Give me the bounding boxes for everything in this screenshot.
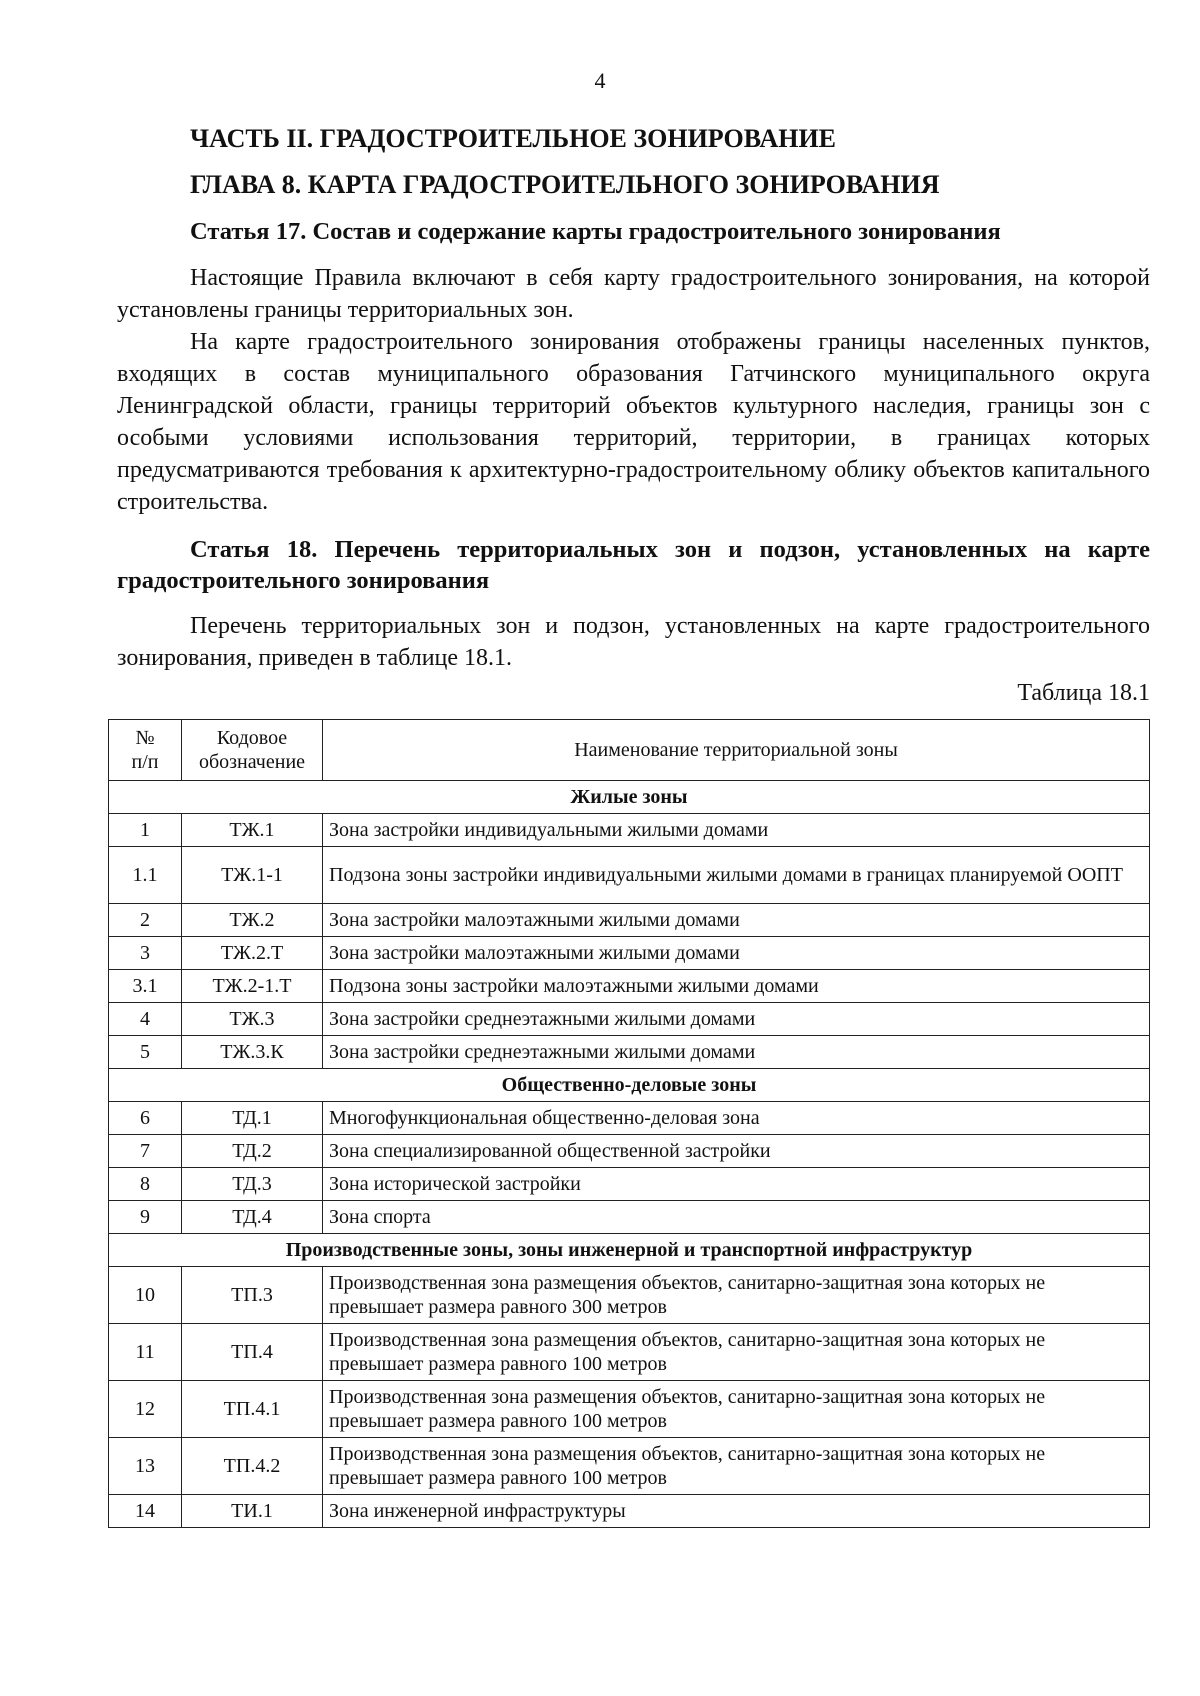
row-code: ТП.4.2: [182, 1438, 323, 1495]
row-code: ТЖ.2.Т: [182, 937, 323, 970]
row-number: 3.1: [109, 970, 182, 1003]
table-row: [109, 1381, 1150, 1438]
row-zone-name: Многофункциональная общественно-деловая зона: [323, 1102, 1150, 1135]
row-number: 3: [109, 937, 182, 970]
section-row-industrial: [109, 1234, 1150, 1267]
table-row: [109, 1324, 1150, 1381]
row-number: 6: [109, 1102, 182, 1135]
row-code: ТЖ.3: [182, 1003, 323, 1036]
row-zone-name: Зона застройки малоэтажными жилыми домами: [323, 937, 1150, 970]
table-row: [109, 1201, 1150, 1234]
row-code: ТИ.1: [182, 1495, 323, 1528]
row-zone-name: Подзона зоны застройки малоэтажными жилыми домами: [323, 970, 1150, 1003]
table-row: [109, 904, 1150, 937]
paragraph-rules-include-map: Настоящие Правила включают в себя карту градостроительного зонирования, на которой установлены границы территориальных зон.: [117, 265, 1150, 323]
header-number-line1: №: [135, 727, 155, 749]
chapter-heading: ГЛАВА 8. КАРТА ГРАДОСТРОИТЕЛЬНОГО ЗОНИРОВАНИЯ: [190, 170, 940, 199]
part-heading: ЧАСТЬ II. ГРАДОСТРОИТЕЛЬНОЕ ЗОНИРОВАНИЕ: [190, 124, 837, 153]
row-zone-name: Зона застройки среднеэтажными жилыми домами: [323, 1003, 1150, 1036]
table-row: [109, 1168, 1150, 1201]
header-number: [109, 720, 182, 781]
row-number: 11: [109, 1324, 182, 1381]
section-title: Общественно-деловые зоны: [109, 1069, 1150, 1102]
table-row: [109, 1003, 1150, 1036]
row-code: ТД.4: [182, 1201, 323, 1234]
table-row: [109, 1438, 1150, 1495]
section-row-public: [109, 1069, 1150, 1102]
section-row-residential: [109, 781, 1150, 814]
article-17-heading: Статья 17. Состав и содержание карты градостроительного зонирования: [190, 218, 1001, 245]
row-code: ТЖ.2: [182, 904, 323, 937]
header-code: [182, 720, 323, 781]
row-code: ТЖ.1: [182, 814, 323, 847]
row-zone-name: Зона специализированной общественной застройки: [323, 1135, 1150, 1168]
section-title: Жилые зоны: [109, 781, 1150, 814]
section-title: Производственные зоны, зоны инженерной и транспортной инфраструктур: [109, 1234, 1150, 1267]
table-row: [109, 937, 1150, 970]
table-header-row: [109, 720, 1150, 781]
header-code-line2: обозначение: [198, 751, 306, 773]
paragraph-zone-list-reference: Перечень территориальных зон и подзон, установленных на карте градостроительного зонирования, приведен в таблице 18.1.: [117, 613, 1150, 671]
table-row: [109, 847, 1150, 904]
row-number: 7: [109, 1135, 182, 1168]
table-row: [109, 814, 1150, 847]
row-number: 5: [109, 1036, 182, 1069]
row-zone-name: Производственная зона размещения объектов, санитарно-защитная зона которых не превышает размера равного 300 метров: [323, 1267, 1150, 1324]
table-row: [109, 1036, 1150, 1069]
row-number: 14: [109, 1495, 182, 1528]
row-code: ТД.2: [182, 1135, 323, 1168]
table-row: [109, 1135, 1150, 1168]
row-number: 9: [109, 1201, 182, 1234]
row-code: ТЖ.3.К: [182, 1036, 323, 1069]
row-number: 10: [109, 1267, 182, 1324]
row-number: 12: [109, 1381, 182, 1438]
row-code: ТЖ.1-1: [182, 847, 323, 904]
header-number-line2: п/п: [131, 751, 159, 773]
row-number: 4: [109, 1003, 182, 1036]
row-number: 1.1: [109, 847, 182, 904]
article-18-heading: Статья 18. Перечень территориальных зон и подзон, установленных на карте градостроительного зонирования: [117, 536, 1150, 594]
page-number: 4: [594, 68, 606, 93]
paragraph-map-contents: На карте градостроительного зонирования отображены границы населенных пунктов, входящих в состав муниципального образования Гатчинского муниципального округа Ленинградской области, границы территорий объектов культурного наследия, границы зон с особыми условиями использования территорий, территории, в границах которых предусматриваются требования к архитектурно-градостроительному облику объектов капитального строительства.: [117, 329, 1150, 515]
row-zone-name: Зона исторической застройки: [323, 1168, 1150, 1201]
zones-table: [108, 719, 1150, 1528]
row-zone-name: Зона застройки среднеэтажными жилыми домами: [323, 1036, 1150, 1069]
row-number: 1: [109, 814, 182, 847]
row-zone-name: Производственная зона размещения объектов, санитарно-защитная зона которых не превышает размера равного 100 метров: [323, 1438, 1150, 1495]
row-code: ТЖ.2-1.Т: [182, 970, 323, 1003]
table-caption: Таблица 18.1: [1017, 680, 1150, 706]
row-number: 2: [109, 904, 182, 937]
row-zone-name: Зона инженерной инфраструктуры: [323, 1495, 1150, 1528]
row-zone-name: Подзона зоны застройки индивидуальными жилыми домами в границах планируемой ООПТ: [323, 847, 1150, 904]
table-row: [109, 1495, 1150, 1528]
row-zone-name: Производственная зона размещения объектов, санитарно-защитная зона которых не превышает размера равного 100 метров: [323, 1324, 1150, 1381]
row-code: ТД.1: [182, 1102, 323, 1135]
row-zone-name: Зона спорта: [323, 1201, 1150, 1234]
row-code: ТП.4: [182, 1324, 323, 1381]
row-code: ТП.3: [182, 1267, 323, 1324]
table-row: [109, 970, 1150, 1003]
row-zone-name: Производственная зона размещения объектов, санитарно-защитная зона которых не превышает размера равного 100 метров: [323, 1381, 1150, 1438]
header-code-line1: Кодовое: [216, 727, 288, 749]
header-zone-name: Наименование территориальной зоны: [323, 720, 1150, 781]
row-zone-name: Зона застройки индивидуальными жилыми домами: [323, 814, 1150, 847]
row-code: ТП.4.1: [182, 1381, 323, 1438]
row-number: 13: [109, 1438, 182, 1495]
table-row: [109, 1267, 1150, 1324]
row-zone-name: Зона застройки малоэтажными жилыми домами: [323, 904, 1150, 937]
table-row: [109, 1102, 1150, 1135]
row-number: 8: [109, 1168, 182, 1201]
row-code: ТД.3: [182, 1168, 323, 1201]
